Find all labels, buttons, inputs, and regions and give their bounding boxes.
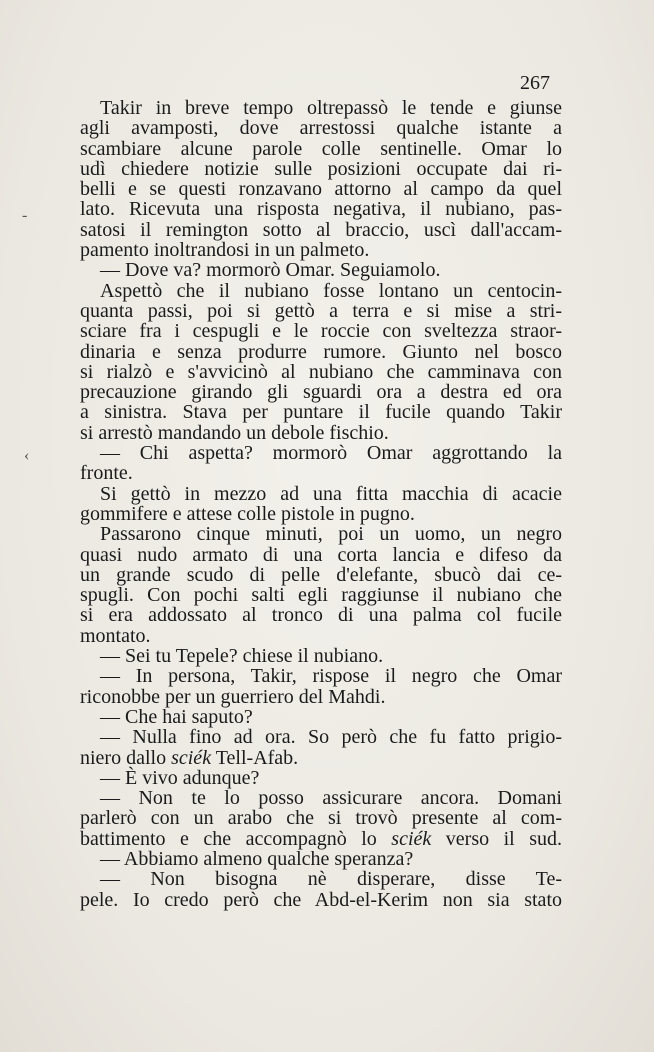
text-line: fronte.	[80, 462, 133, 485]
text-line: pamento inoltrandosi in un palmeto.	[80, 239, 370, 262]
text-line: parlerò con un arabo che si trovò presente al com-	[80, 807, 562, 830]
text-line: — Nulla fino ad ora. So però che fu fatto prigio-	[100, 726, 562, 749]
body-text	[80, 98, 562, 910]
text-line: spugli. Con pochi salti egli raggiunse il nubiano che	[80, 584, 562, 607]
text-line: Takir in breve tempo oltrepassò le tende e giunse	[100, 97, 562, 119]
italic-word: sciék	[171, 746, 212, 769]
text-line: — È vivo adunque?	[100, 766, 260, 789]
text-line: agli avamposti, dove arrestossi qualche istante a	[80, 117, 562, 140]
text-line: — Che hai saputo?	[100, 705, 253, 728]
margin-mark-arrow: ‹	[24, 447, 30, 464]
text-line: sciare fra i cespugli e le roccie con sveltezza straor-	[80, 320, 562, 343]
italic-word: sciék	[391, 827, 432, 850]
text-line: — Dove va? mormorò Omar. Seguiamolo.	[100, 259, 441, 282]
text-line: Si gettò in mezzo ad una fitta macchia di acacie	[100, 482, 562, 505]
text-line: riconobbe per un guerriero del Mahdi.	[80, 685, 386, 708]
text-line: pele. Io credo però che Abd-el-Kerim non sia stato	[80, 888, 562, 911]
text-line: — Chi aspetta? mormorò Omar aggrottando la	[100, 442, 562, 465]
text-line: dinaria e senza produrre rumore. Giunto nel bosco	[80, 340, 562, 363]
text-line: — In persona, Takir, rispose il negro che Omar	[100, 665, 562, 688]
text-line: un grande scudo di pelle d'elefante, sbucò dai ce-	[80, 563, 562, 586]
text-line: — Non te lo posso assicurare ancora. Domani	[100, 787, 562, 810]
text-line: si rialzò e s'avvicinò al nubiano che camminava con	[80, 360, 562, 383]
text-line: niero dallo sciék Tell-Afab.	[80, 746, 299, 769]
text-line: lato. Ricevuta una risposta negativa, il nubiano, pas-	[80, 198, 562, 221]
text-line: belli e se questi ronzavano attorno al campo da quel	[80, 178, 562, 201]
page-number: 267	[520, 72, 550, 94]
text-line: scambiare alcune parole colle sentinelle. Omar lo	[80, 137, 562, 160]
text-line: udì chiedere notizie sulle posizioni occupate dai ri-	[80, 157, 562, 180]
text-line: battimento e che accompagnò lo sciék verso il sud.	[80, 827, 562, 850]
text-line: a sinistra. Stava per puntare il fucile quando Takir	[80, 401, 562, 424]
text-line: gommifere e attese colle pistole in pugno.	[80, 502, 415, 525]
text-line: quasi nudo armato di una corta lancia e difeso da	[80, 543, 562, 566]
text-line: montato.	[80, 624, 151, 647]
text-line: precauzione girando gli sguardi ora a destra ed ora	[80, 381, 562, 404]
text-line: si arrestò mandando un debole fischio.	[80, 421, 389, 444]
text-line: Passarono cinque minuti, poi un uomo, un negro	[100, 523, 562, 546]
text-line: si era addossato al tronco di una palma col fucile	[80, 604, 562, 627]
text-line: — Sei tu Tepele? chiese il nubiano.	[100, 645, 384, 668]
text-line: satosi il remington sotto al braccio, uscì dall'accam-	[80, 218, 562, 241]
margin-mark-dash: -	[22, 207, 28, 224]
text-line: — Non bisogna nè disperare, disse Te-	[100, 868, 562, 891]
text-line: quanta passi, poi si gettò a terra e si mise a stri-	[80, 299, 562, 322]
text-line: — Abbiamo almeno qualche speranza?	[100, 847, 414, 870]
text-line: Aspettò che il nubiano fosse lontano un centocin-	[100, 279, 562, 302]
